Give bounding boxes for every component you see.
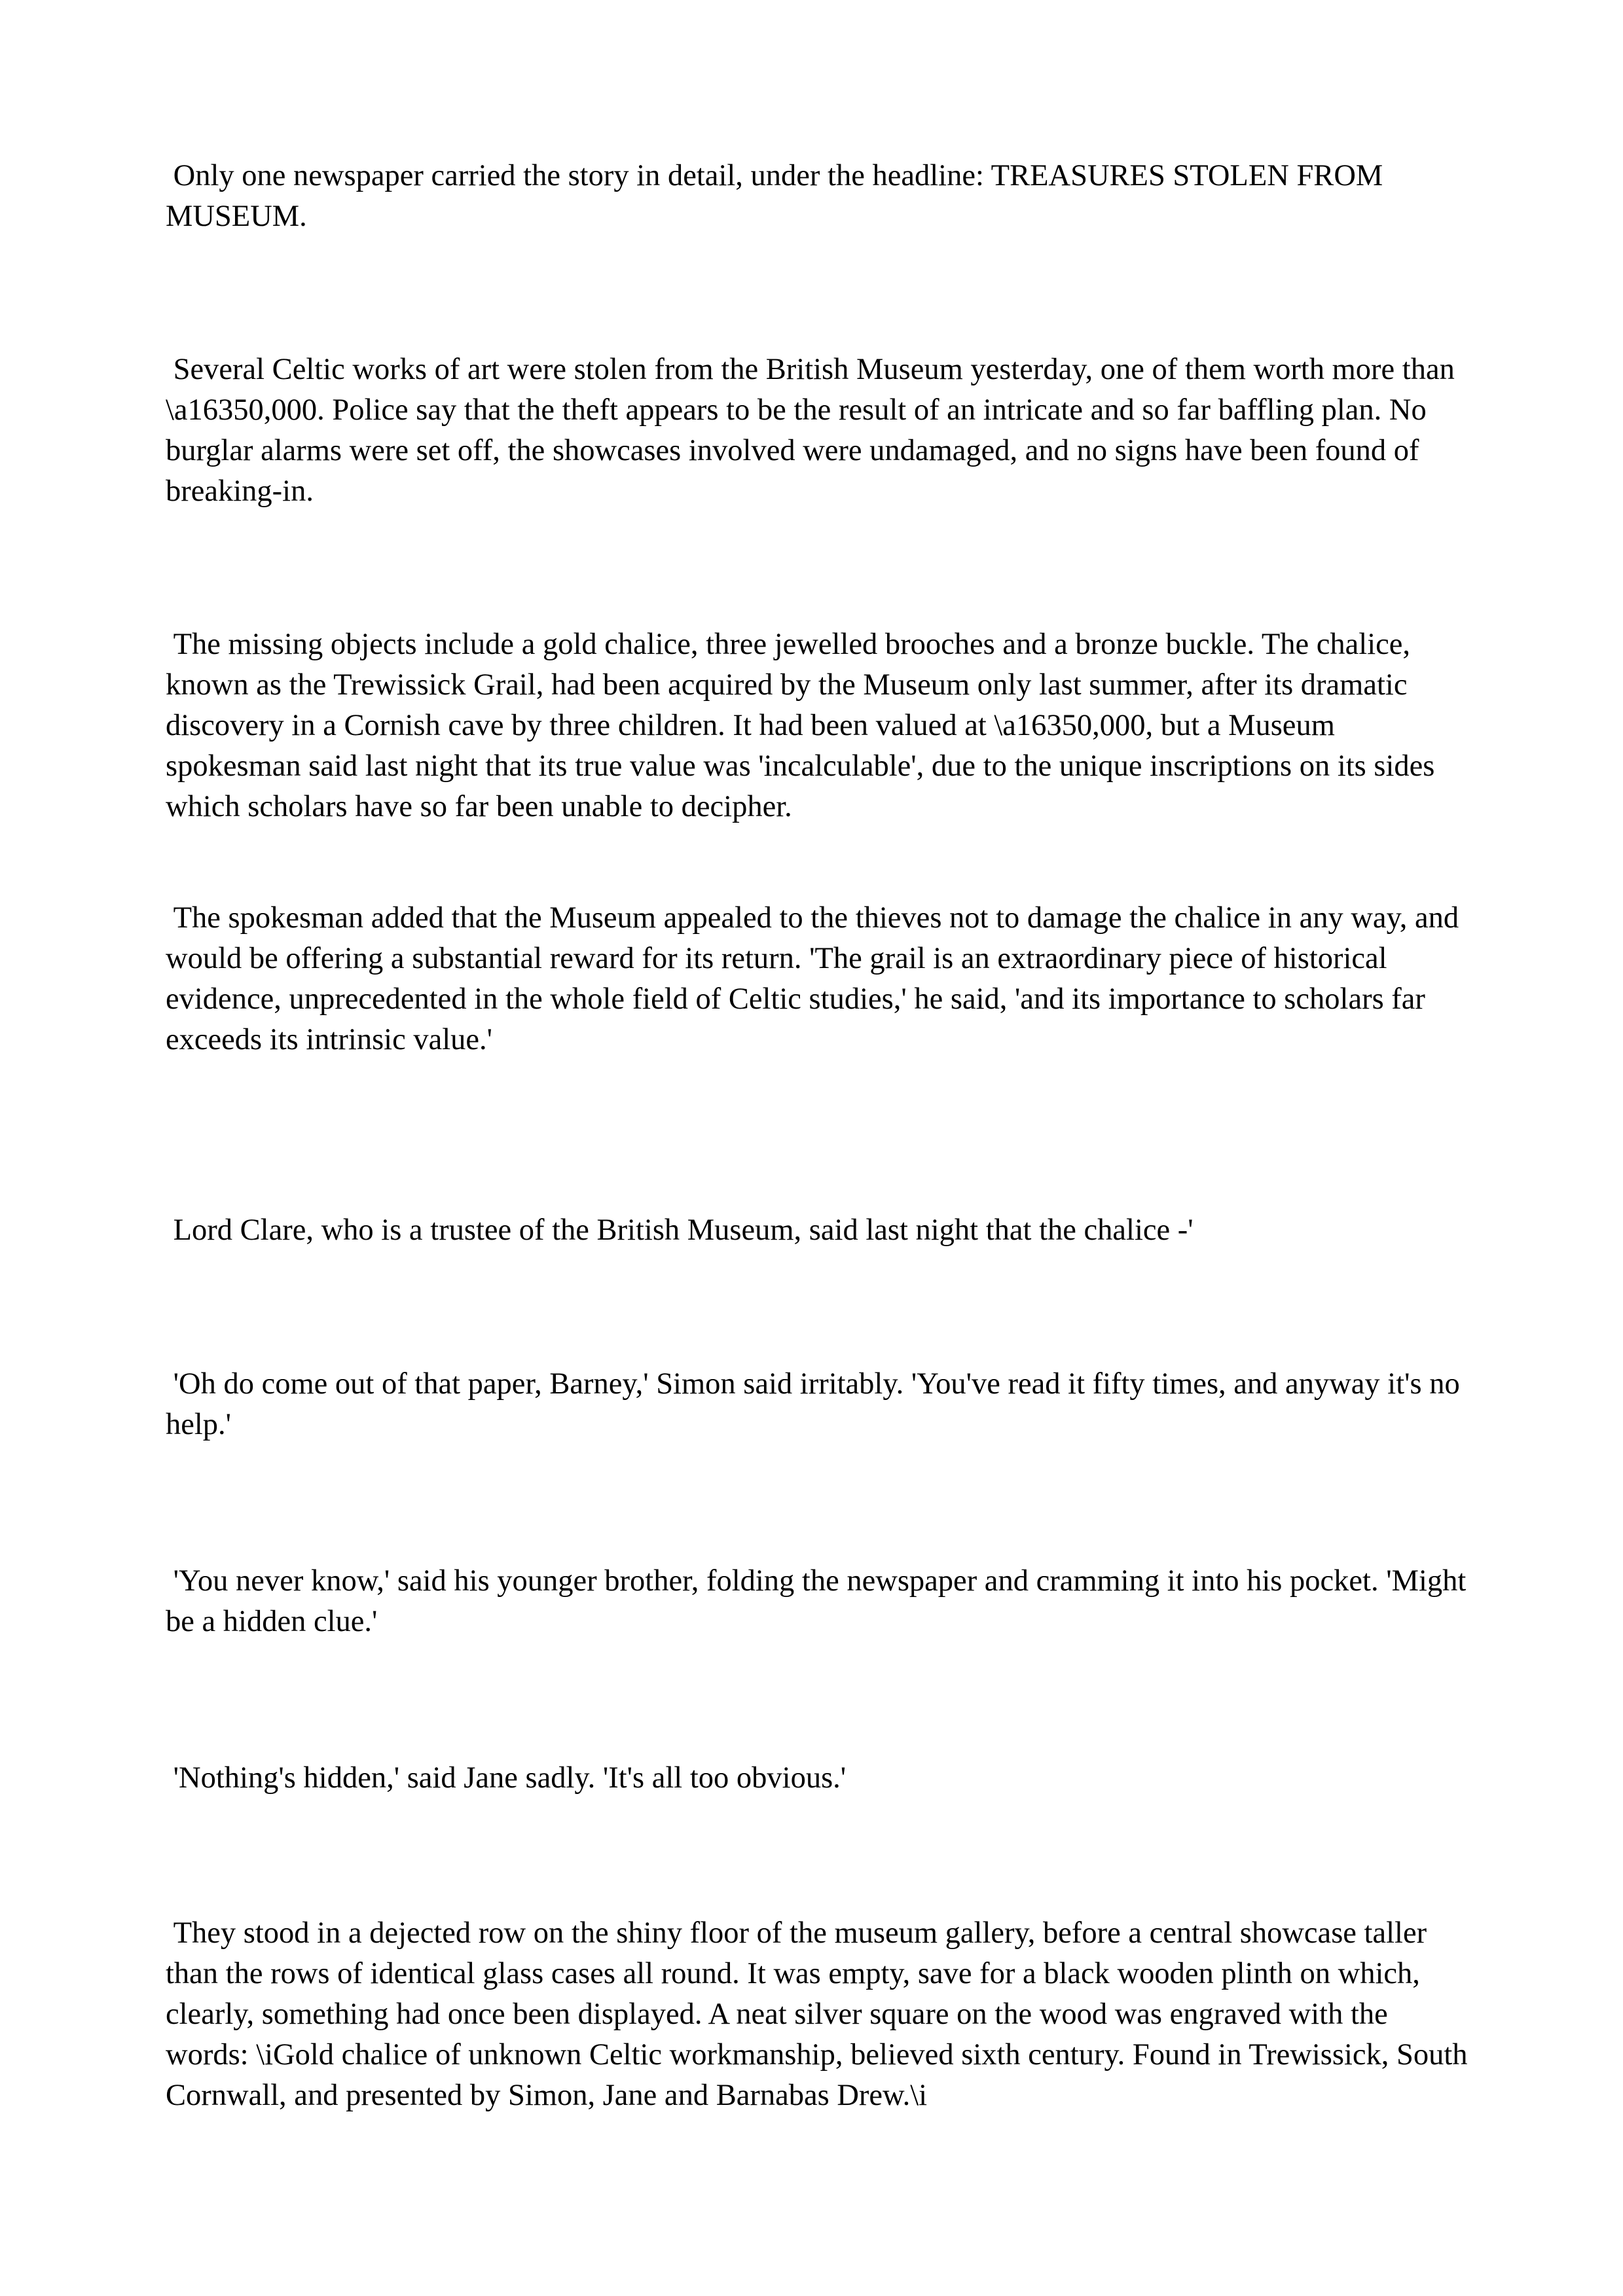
paragraph-simon: 'Oh do come out of that paper, Barney,' Simon said irritably. 'You've read it fifty times, and anyway it's no help.' <box>166 1367 1468 1441</box>
paragraph-missing-objects: The missing objects include a gold chalice, three jewelled brooches and a bronze buckle. The chalice, known as the Trewissick Grail, had been acquired by the Museum only last summer, after its dramatic discovery in a Cornish cave by three children. It had been valued at \a16350,000, but a Museum spokesman said last night that its true value was 'incalculable', due to the unique inscriptions on its sides which scholars have so far been unable to decipher. <box>166 628 1443 823</box>
paragraph-showcase: They stood in a dejected row on the shiny floor of the museum gallery, before a central showcase taller than the rows of identical glass cases all round. It was empty, save for a black wooden plinth on which, clearly, something had once been displayed. A neat silver square on the wood was engraved with the words: \iGold chalice of unknown Celtic workmanship, believed sixth century. Found in Trewissick, South Cornwall, and presented by Simon, Jane and Barnabas Drew.\i <box>166 1916 1476 2112</box>
paragraph-theft-report: Several Celtic works of art were stolen from the British Museum yesterday, one of them worth more than \a16350,000. Police say that the theft appears to be the result of an intricate and so far baffling plan. No burglar alarms were set off, the showcases involved were undamaged, and no signs have been found of breaking-in. <box>166 353 1463 508</box>
paragraph-spokesman: The spokesman added that the Museum appealed to the thieves not to damage the chalice in any way, and would be offering a substantial reward for its return. 'The grail is an extraordinary piece of historical evidence, unprecedented in the whole field of Celtic studies,' he said, 'and its importance to scholars far exceeds its intrinsic value.' <box>166 901 1467 1056</box>
paragraph-jane: 'Nothing's hidden,' said Jane sadly. 'It's all too obvious.' <box>166 1761 847 1795</box>
paragraph-lord-clare: Lord Clare, who is a trustee of the British Museum, said last night that the chalice -' <box>166 1213 1194 1247</box>
paragraph-headline: Only one newspaper carried the story in detail, under the headline: TREASURES STOLEN FROM MUSEUM. <box>166 159 1391 233</box>
paragraph-barney: 'You never know,' said his younger brother, folding the newspaper and cramming it into his pocket. 'Might be a hidden clue.' <box>166 1564 1474 1638</box>
